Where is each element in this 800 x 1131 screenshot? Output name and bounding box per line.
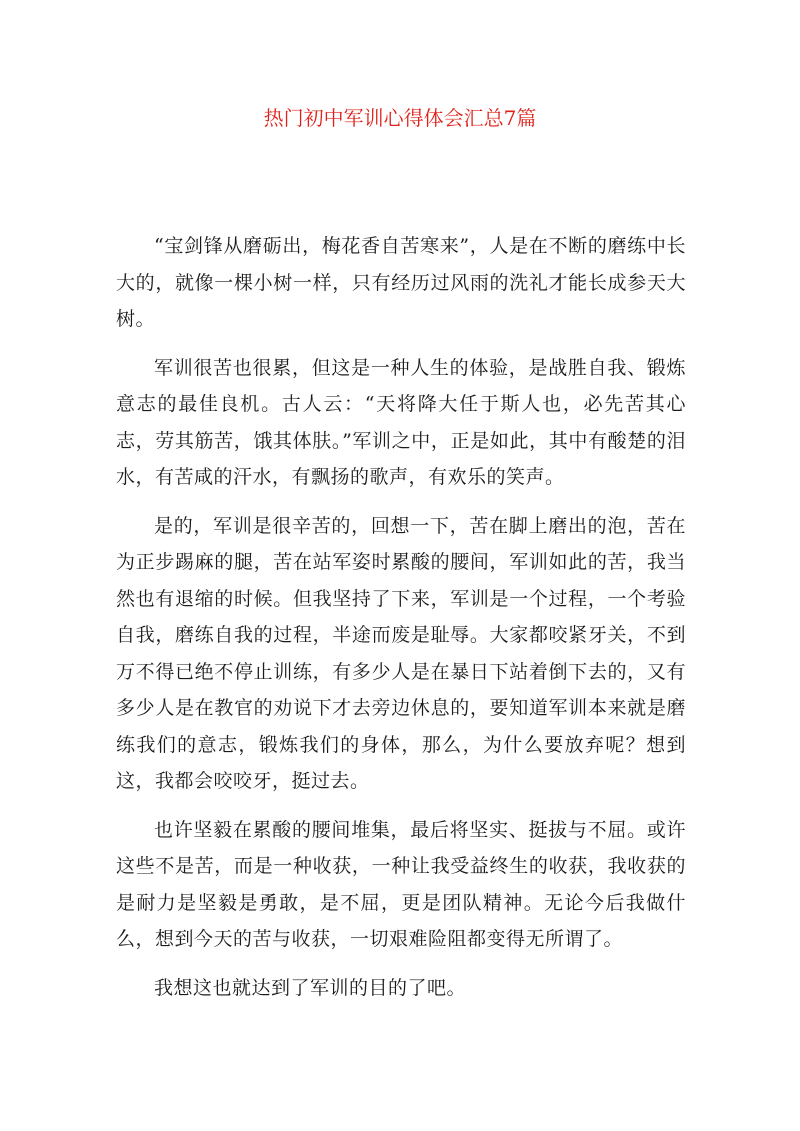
paragraph-1: “宝剑锋从磨砺出，梅花香自苦寒来”，人是在不断的磨练中长大的，就像一棵小树一样，只有经历过风雨的洗礼才能长成参天大树。	[116, 235, 686, 330]
paragraph-4: 也许坚毅在累酸的腰间堆集，最后将坚实、挺拔与不屈。或许这些不是苦，而是一种收获，一种让我受益终生的收获，我收获的是耐力是坚毅是勇敢，是不屈，更是团队精神。无论今后我做什么，想到今天的苦与收获，一切艰难险阻都变得无所谓了。	[116, 818, 686, 950]
paragraph-2: 军训很苦也很累，但这是一种人生的体验，是战胜自我、锻炼意志的最佳良机。古人云：“天将降大任于斯人也，必先苦其心志，劳其筋苦，饿其体肤。”军训之中，正是如此，其中有酸楚的泪水，有苦咸的汗水，有飘扬的歌声，有欢乐的笑声。	[116, 356, 686, 488]
document-title: 热门初中军训心得体会汇总7篇	[263, 106, 537, 130]
paragraph-3: 是的，军训是很辛苦的，回想一下，苦在脚上磨出的泡，苦在为正步踢麻的腿，苦在站军姿时累酸的腰间，军训如此的苦，我当然也有退缩的时候。但我坚持了下来，军训是一个过程，一个考验自我，磨练自我的过程，半途而废是耻辱。大家都咬紧牙关，不到万不得已绝不停止训练，有多少人是在暴日下站着倒下去的，又有多少人是在教官的劝说下才去旁边休息的，要知道军训本来就是磨练我们的意志，锻炼我们的身体，那么，为什么要放弃呢？想到这，我都会咬咬牙，挺过去。	[116, 514, 686, 792]
document-body	[116, 228, 686, 1018]
paragraph-5: 我想这也就达到了军训的目的了吧。	[154, 976, 467, 999]
